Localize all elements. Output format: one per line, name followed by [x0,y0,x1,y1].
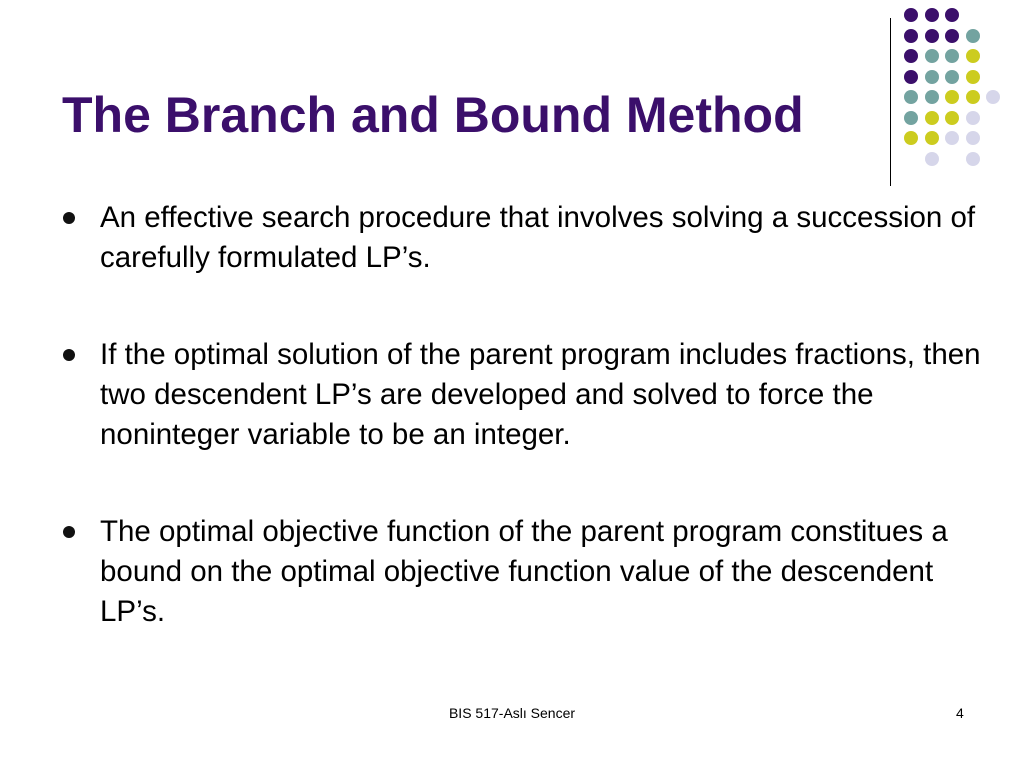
page-number: 4 [956,705,964,721]
decorative-dot [925,49,939,63]
decorative-dot [925,90,939,104]
decorative-dot [966,152,980,166]
bullet-item [62,512,982,632]
decorative-dot [966,131,980,145]
decorative-dot [904,70,918,84]
footer-author: BIS 517-Aslı Sencer [448,705,576,721]
decorative-dot [904,49,918,63]
decorative-dot [904,90,918,104]
bullet-text: An effective search procedure that involves solving a succession of carefully formulated LP’s. [100,201,976,274]
decorative-dot [925,8,939,22]
bullet-dot-icon [63,212,75,224]
decorative-dot [945,8,959,22]
decorative-dot [925,131,939,145]
decorative-dot [904,29,918,43]
decorative-dot [986,90,1000,104]
decorative-dot [966,29,980,43]
decorative-dot [904,131,918,145]
decorative-dot [925,70,939,84]
bullet-item [62,335,982,455]
decorative-dot-grid [904,8,1004,168]
decorative-dot [945,90,959,104]
bullet-list [62,198,982,689]
decorative-dot [904,111,918,125]
decorative-dot [966,70,980,84]
bullet-text: If the optimal solution of the parent program includes fractions, then two descendent LP’s are developed and solved to force the noninteger variable to be an integer. [100,338,981,451]
bullet-item [62,198,982,278]
decorative-dot [945,49,959,63]
bullet-dot-icon [63,526,75,538]
slide-title: The Branch and Bound Method [62,87,804,143]
decorative-dot [966,49,980,63]
decorative-dot [945,131,959,145]
decorative-dot [945,29,959,43]
decorative-dot [945,111,959,125]
decorative-dot [904,8,918,22]
decorative-dot [966,111,980,125]
bullet-dot-icon [63,349,75,361]
decorative-dot [925,152,939,166]
decorative-dot [966,90,980,104]
decorative-dot [945,70,959,84]
decorative-dot [925,29,939,43]
decorative-dot [925,111,939,125]
bullet-text: The optimal objective function of the parent program constitues a bound on the optimal objective function value of the descendent LP’s. [100,515,948,628]
title-divider-line [890,18,891,186]
